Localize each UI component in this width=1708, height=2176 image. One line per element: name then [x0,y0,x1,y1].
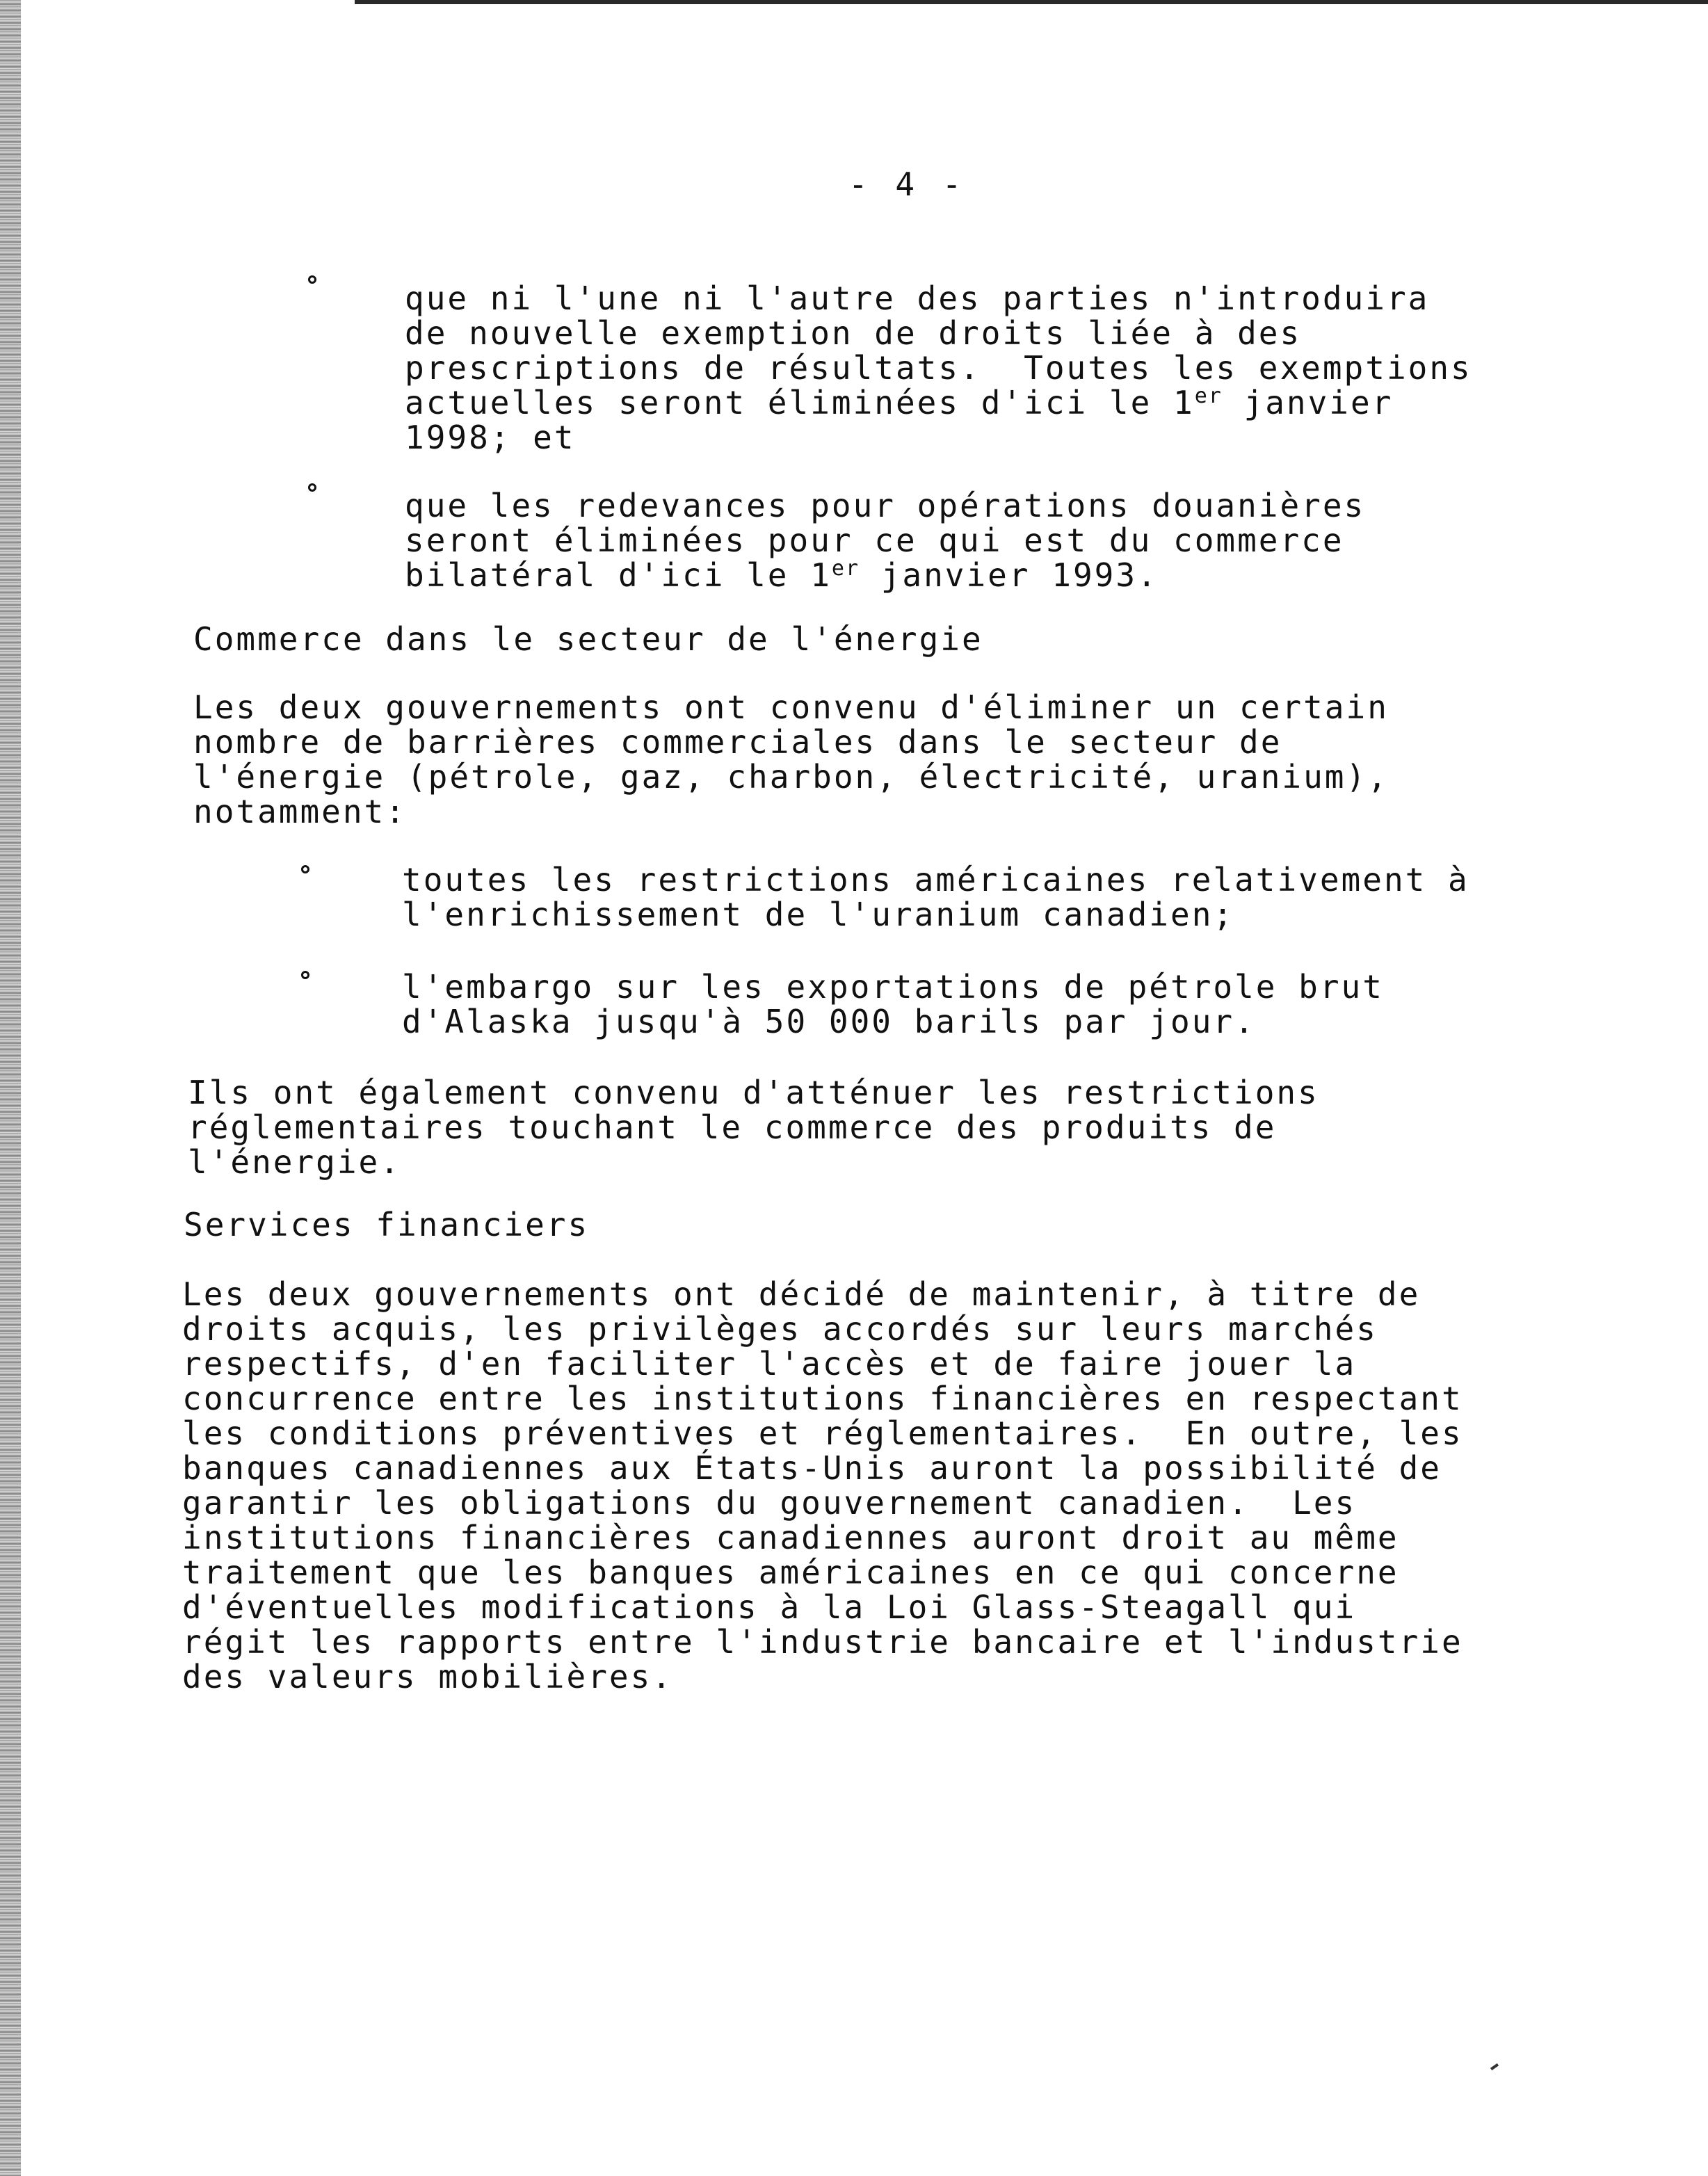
text-line: que ni l'une ni l'autre des parties n'introduira [405,280,1430,317]
text-line: notamment: [193,793,407,830]
text-line: traitement que les banques américaines en ce qui concerne [182,1554,1399,1591]
text-line: nombre de barrières commerciales dans le secteur de [193,723,1282,761]
text-line: seront éliminées pour ce qui est du commerce [405,522,1344,559]
text-line: prescriptions de résultats. Toutes les exemptions [405,349,1472,387]
text-segment: janvier [1222,384,1394,421]
scan-edge-artifact [0,0,21,2176]
text-line: l'énergie. [188,1143,401,1181]
text-segment: actuelles seront éliminées d'ici le 1 [405,384,1195,421]
text-line: des valeurs mobilières. [182,1658,673,1695]
text-line [405,385,1472,420]
text-line: concurrence entre les institutions financières en respectant [182,1380,1463,1417]
energy-paragraph [193,690,1389,829]
scan-speck [1490,2063,1499,2070]
text-segment: janvier 1993. [860,556,1159,594]
text-line: réglementaires touchant le commerce des produits de [188,1109,1277,1146]
text-line: droits acquis, les privilèges accordés sur leurs marchés [182,1310,1378,1348]
text-line: 1998; et [405,419,576,456]
ordinal-superscript: er [831,556,860,581]
energy-bullet-1 [402,862,1469,932]
text-line: d'éventuelles modifications à la Loi Glass-Steagall qui [182,1588,1357,1626]
bullet-1 [308,275,316,284]
page-number: - 4 - [848,166,966,203]
text-line: de nouvelle exemption de droits liée à des [405,314,1302,352]
text-line: Ils ont également convenu d'atténuer les restrictions [188,1074,1319,1111]
ordinal-superscript: er [1194,384,1223,408]
section-heading-energy: Commerce dans le secteur de l'énergie [193,620,983,658]
text-line: l'enrichissement de l'uranium canadien; [402,896,1235,933]
text-line: l'embargo sur les exportations de pétrole brut [402,968,1384,1006]
top-rule [355,0,1708,4]
energy-bullet-2 [402,969,1384,1039]
text-line: régit les rapports entre l'industrie bancaire et l'industrie [182,1623,1463,1661]
financial-paragraph [182,1277,1463,1694]
text-segment: bilatéral d'ici le 1 [405,556,832,594]
text-line: banques canadiennes aux États-Unis auront la possibilité de [182,1449,1442,1487]
text-line: respectifs, d'en faciliter l'accès et de faire jouer la [182,1345,1357,1383]
section-heading-financial: Services financiers [184,1206,590,1243]
text-line: les conditions préventives et réglementaires. En outre, les [182,1415,1463,1452]
text-line: l'énergie (pétrole, gaz, charbon, électricité, uranium), [193,758,1389,796]
energy-closing [188,1075,1319,1179]
bullet-3 [301,865,309,873]
text-line: que les redevances pour opérations douanières [405,487,1366,524]
text-line: d'Alaska jusqu'à 50 000 barils par jour. [402,1003,1256,1040]
text-line: Les deux gouvernements ont convenu d'éliminer un certain [193,688,1389,726]
text-line: institutions financières canadiennes auront droit au même [182,1519,1399,1556]
list1-item-2 [405,488,1365,593]
text-line: toutes les restrictions américaines relativement à [402,861,1469,898]
list1-item-1 [405,281,1472,455]
text-line: garantir les obligations du gouvernement canadien. Les [182,1484,1357,1522]
text-line [405,558,1365,593]
bullet-4 [301,971,309,979]
text-line: Les deux gouvernements ont décidé de maintenir, à titre de [182,1275,1421,1313]
bullet-2 [308,483,316,492]
